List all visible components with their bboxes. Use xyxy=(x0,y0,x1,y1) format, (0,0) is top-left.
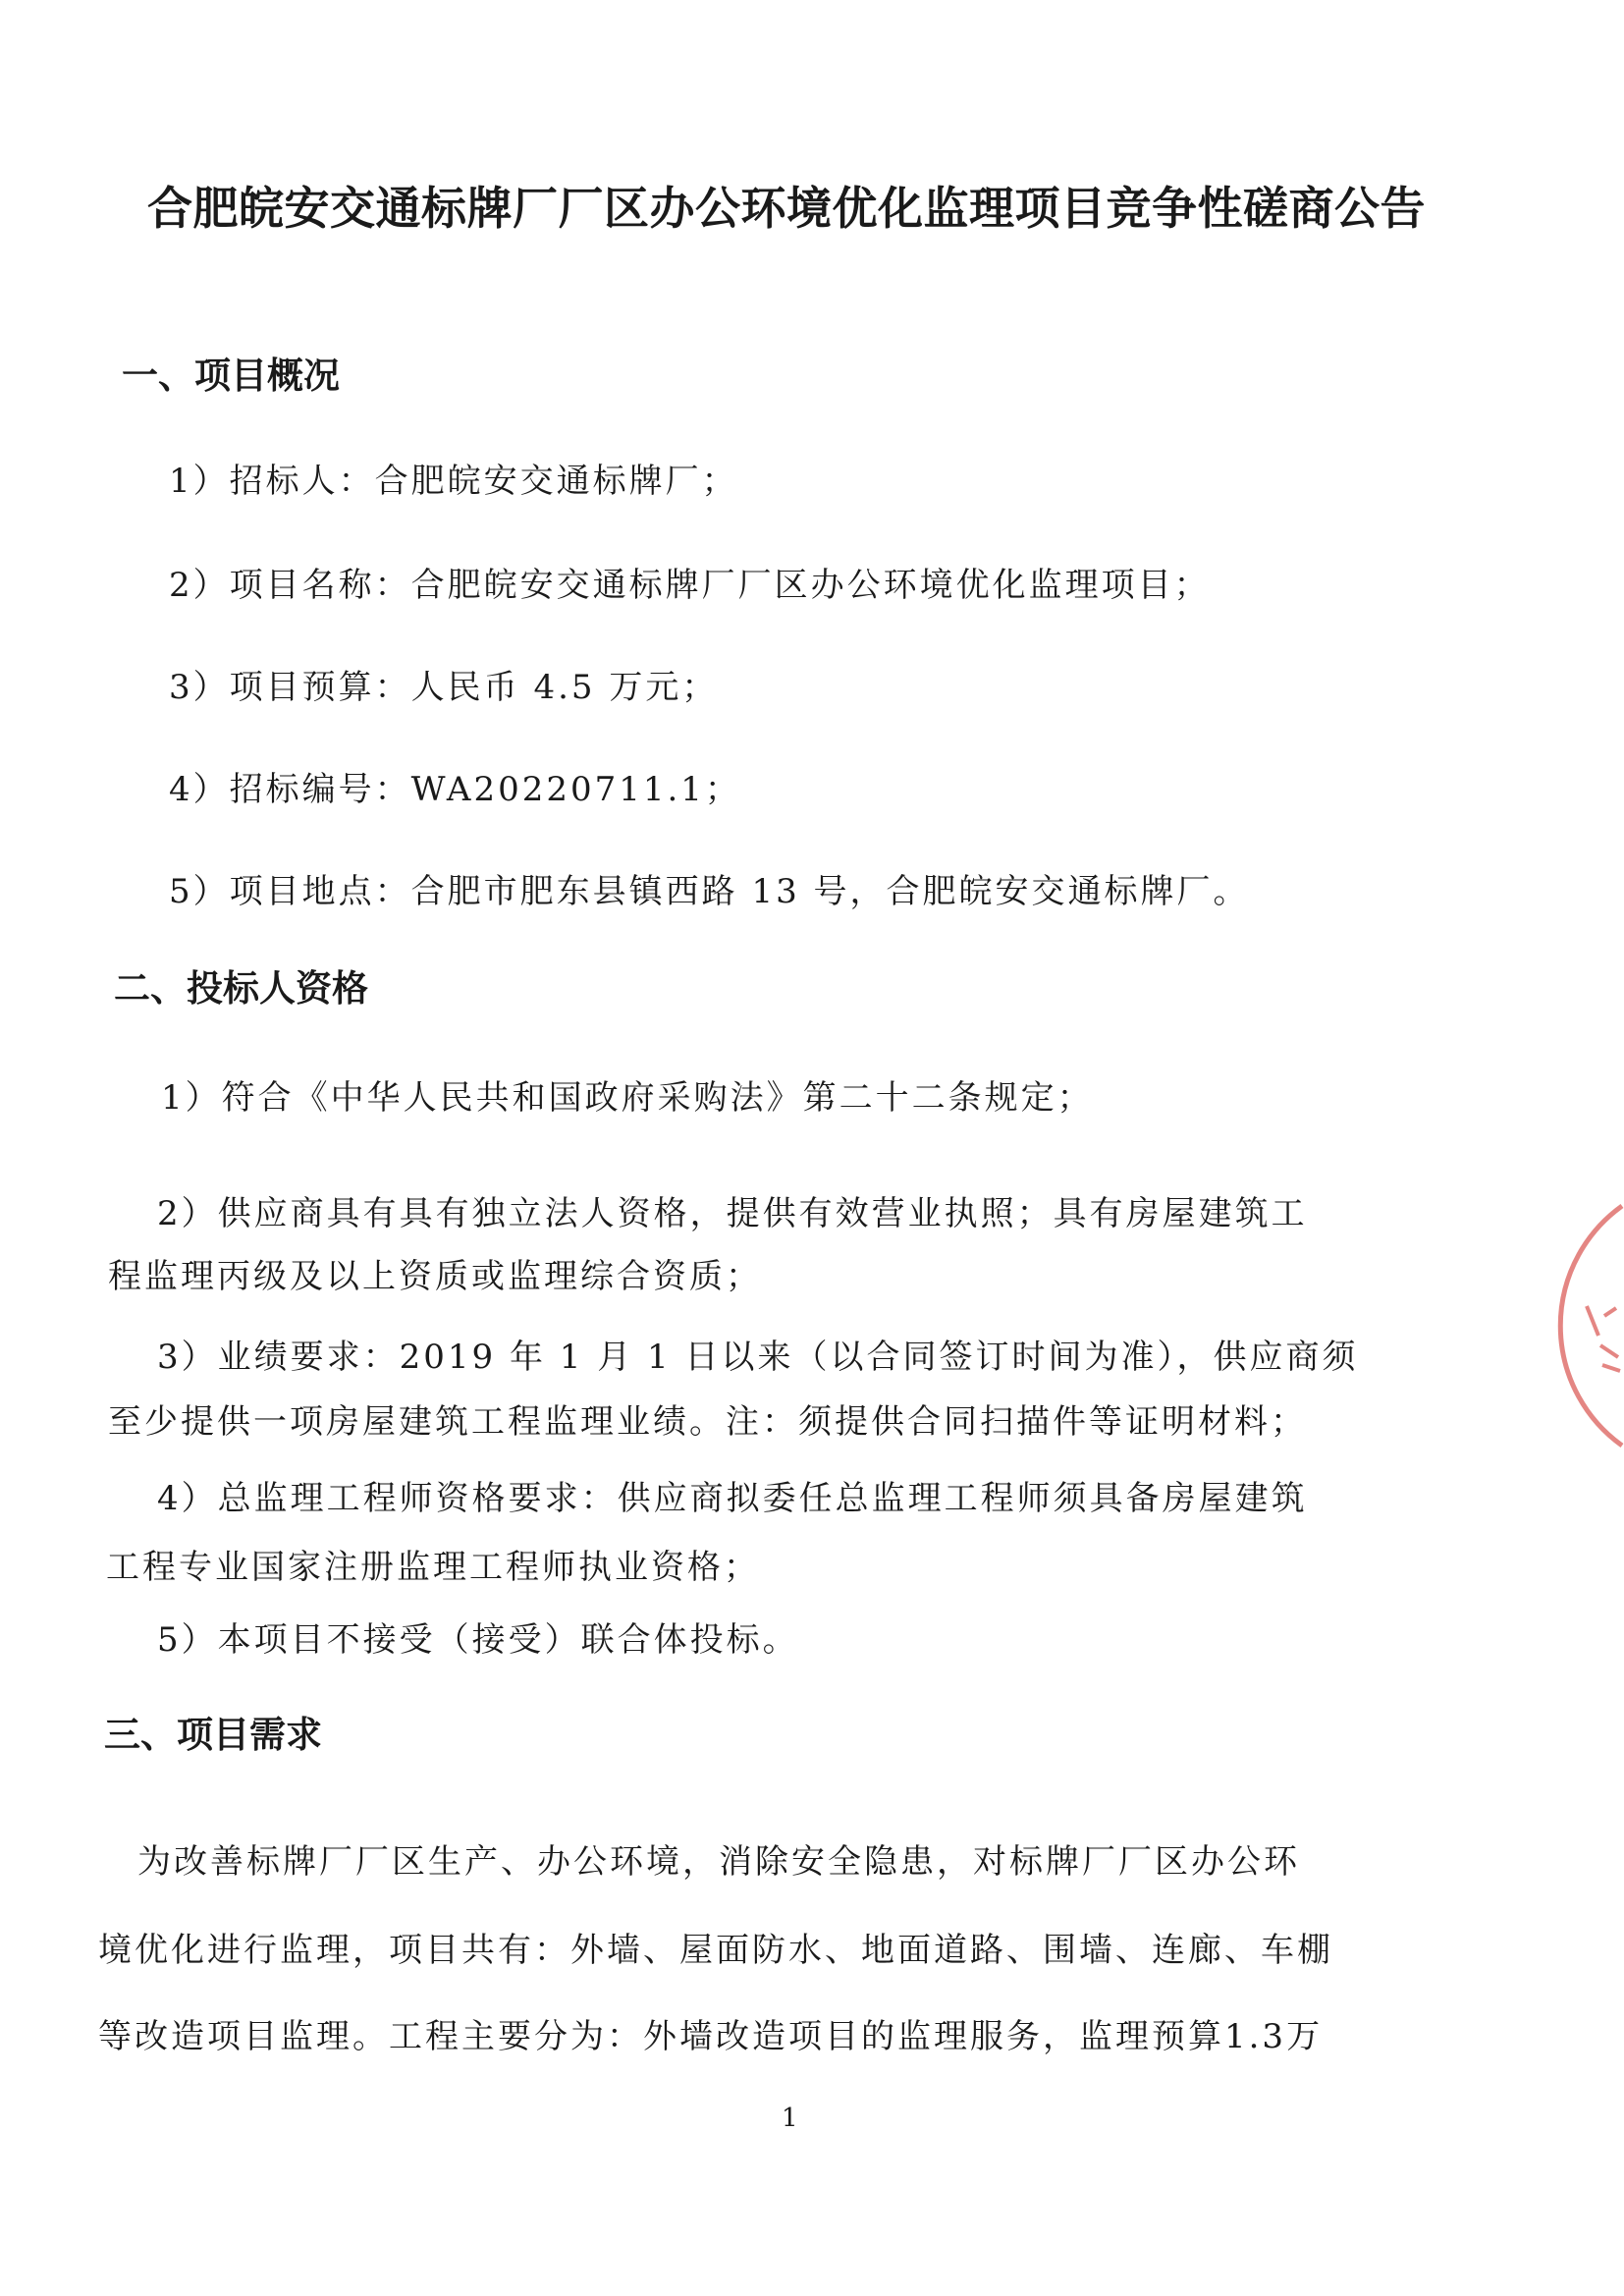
page-number: 1 xyxy=(782,2104,798,2133)
overview-line-1: 1）招标人：合肥皖安交通标牌厂； xyxy=(169,462,738,501)
section-heading-overview: 一、项目概况 xyxy=(122,355,340,397)
red-seal-stamp xyxy=(1543,1198,1624,1453)
section-heading-qualifications: 二、投标人资格 xyxy=(114,967,368,1010)
qualification-line-6: 4）总监理工程师资格要求：供应商拟委任总监理工程师须具备房屋建筑 xyxy=(157,1479,1308,1518)
qualification-line-2: 2）供应商具有具有独立法人资格，提供有效营业执照；具有房屋建筑工 xyxy=(157,1194,1308,1233)
qualification-line-1: 1）符合《中华人民共和国政府采购法》第二十二条规定； xyxy=(161,1078,1094,1118)
document-title: 合肥皖安交通标牌厂厂区办公环境优化监理项目竞争性磋商公告 xyxy=(147,182,1426,235)
qualification-line-8: 5）本项目不接受（接受）联合体投标。 xyxy=(157,1620,799,1660)
overview-line-2: 2）项目名称：合肥皖安交通标牌厂厂区办公环境优化监理项目； xyxy=(169,566,1211,605)
qualification-line-7: 工程专业国家注册监理工程师执业资格； xyxy=(106,1548,760,1587)
overview-line-5: 5）项目地点：合肥市肥东县镇西路 13 号，合肥皖安交通标牌厂。 xyxy=(169,872,1250,911)
qualification-line-3: 程监理丙级及以上资质或监理综合资质； xyxy=(108,1257,762,1296)
requirement-line-3: 等改造项目监理。工程主要分为：外墙改造项目的监理服务，监理预算1.3万 xyxy=(98,2017,1324,2056)
section-heading-requirements: 三、项目需求 xyxy=(104,1714,322,1756)
requirement-line-1: 为改善标牌厂厂区生产、办公环境，消除安全隐患，对标牌厂厂区办公环 xyxy=(137,1842,1300,1882)
overview-line-3: 3）项目预算：人民币 4.5 万元； xyxy=(169,668,719,707)
overview-line-4: 4）招标编号：WA20220711.1； xyxy=(169,770,741,809)
qualification-line-4: 3）业绩要求：2019 年 1 月 1 日以来（以合同签订时间为准），供应商须 xyxy=(157,1338,1359,1377)
qualification-line-5: 至少提供一项房屋建筑工程监理业绩。注：须提供合同扫描件等证明材料； xyxy=(108,1402,1307,1442)
requirement-line-2: 境优化进行监理，项目共有：外墙、屋面防水、地面道路、围墙、连廊、车棚 xyxy=(98,1931,1333,1970)
